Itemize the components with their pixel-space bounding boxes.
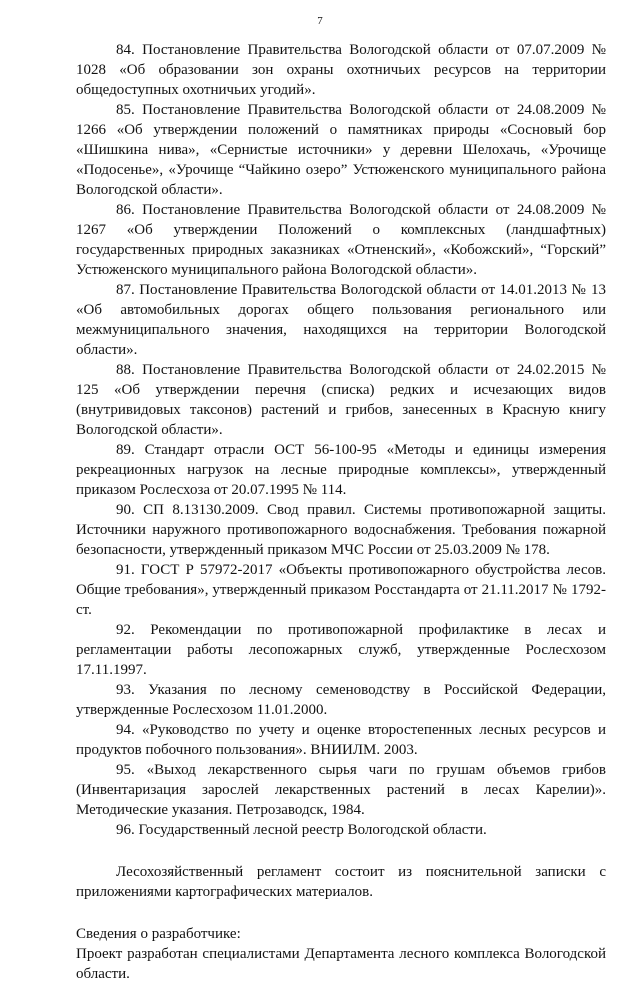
list-item: 93. Указания по лесному семеноводству в Российской Федерации, утвержденные Рослесхозом 11.01.2000. — [76, 682, 606, 718]
page-number: 7 — [317, 15, 323, 27]
list-item: 91. ГОСТ Р 57972-2017 «Объекты противопожарного обустройства лесов. Общие требования», утвержденный приказом Росстандарта от 21.11.2017 № 1792-ст. — [76, 562, 606, 618]
list-item: 86. Постановление Правительства Вологодской области от 24.08.2009 № 1267 «Об утверждении Положений о комплексных (ландшафтных) государственных природных заказниках «Отненский», «Кобожский», “Горский” Устюженского муниципального района Вологодской области». — [76, 202, 606, 278]
list-item: 96. Государственный лесной реестр Вологодской области. — [116, 822, 487, 838]
list-item: 95. «Выход лекарственного сырья чаги по грушам объемов грибов (Инвентаризация зарослей лекарственных растений в лесах Карелии)». Методические указания. Петрозаводск, 1984. — [76, 762, 606, 818]
spacer — [76, 902, 606, 924]
list-item: 88. Постановление Правительства Вологодской области от 24.02.2015 № 125 «Об утверждении перечня (списка) редких и исчезающих видов (внутривидовых таксонов) растений и грибов, занесенных в Красную книгу Вологодской области». — [76, 362, 606, 438]
developer-heading: Сведения о разработчике: — [76, 926, 241, 942]
list-item: 89. Стандарт отрасли ОСТ 56-100-95 «Методы и единицы измерения рекреационных нагрузок на лесные природные комплексы», утвержденный приказом Рослесхоза от 20.07.1995 № 114. — [76, 442, 606, 498]
reference-list — [76, 40, 606, 840]
document-body — [76, 40, 606, 984]
regulation-paragraph: Лесохозяйственный регламент состоит из пояснительной записки с приложениями картографических материалов. — [76, 864, 606, 900]
developer-paragraph: Проект разработан специалистами Департамента лесного комплекса Вологодской области. — [76, 946, 606, 982]
list-item: 84. Постановление Правительства Вологодской области от 07.07.2009 № 1028 «Об образовании зон охраны охотничьих ресурсов на территории общедоступных охотничьих угодий». — [76, 42, 606, 98]
spacer — [76, 840, 606, 862]
list-item: 94. «Руководство по учету и оценке второстепенных лесных ресурсов и продуктов побочного пользования». ВНИИЛМ. 2003. — [76, 722, 606, 758]
list-item: 90. СП 8.13130.2009. Свод правил. Системы противопожарной защиты. Источники наружного противопожарного водоснабжения. Требования пожарной безопасности, утвержденный приказом МЧС России от 25.03.2009 № 178. — [76, 502, 606, 558]
list-item: 92. Рекомендации по противопожарной профилактике в лесах и регламентации работы лесопожарных служб, утвержденные Рослесхозом 17.11.1997. — [76, 622, 606, 678]
list-item: 87. Постановление Правительства Вологодской области от 14.01.2013 № 13 «Об автомобильных дорогах общего пользования регионального или межмуниципального значения, находящихся на территории Вологодской области». — [76, 282, 606, 358]
list-item: 85. Постановление Правительства Вологодской области от 24.08.2009 № 1266 «Об утверждении положений о памятниках природы «Сосновый бор «Шишкина нива», «Сернистые источники» у деревни Шелохачь, «Урочище «Подосенье», «Урочище “Чайкино озеро” Устюженского муниципального района Вологодской области». — [76, 102, 606, 198]
